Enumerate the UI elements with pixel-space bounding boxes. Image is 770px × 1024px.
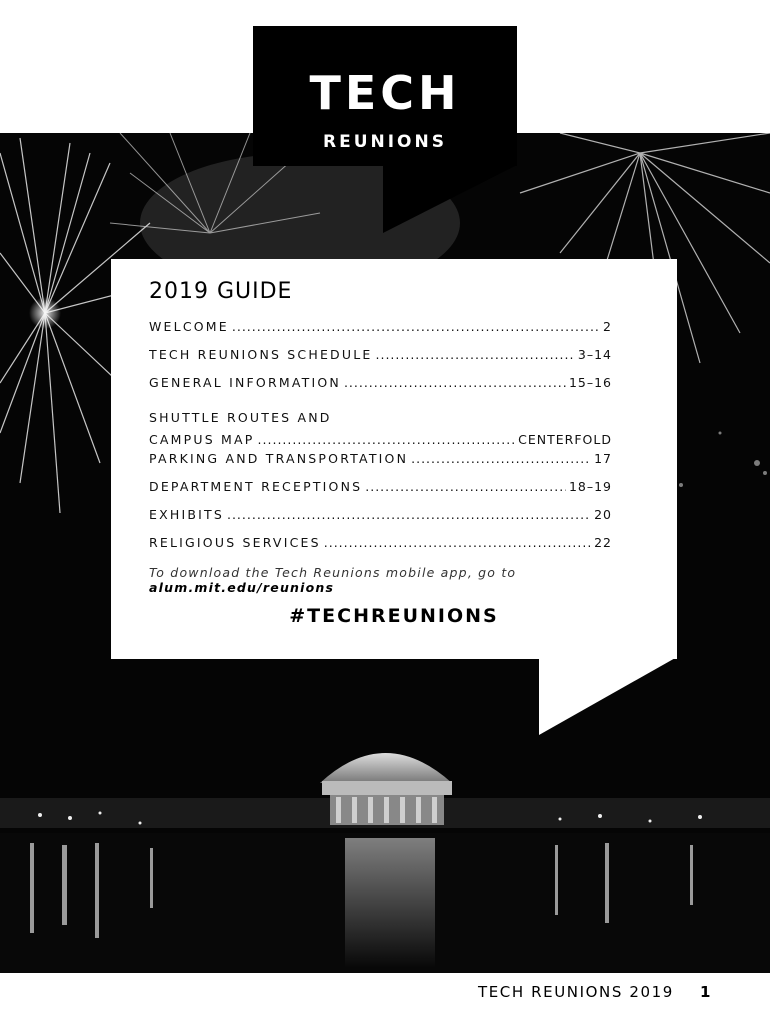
toc-item-department-receptions[interactable] <box>149 479 612 507</box>
toc-page: 2 <box>603 319 612 334</box>
toc-page: 22 <box>594 535 612 550</box>
logo-subtitle: REUNIONS <box>323 132 447 152</box>
app-download-note <box>149 565 629 595</box>
toc-item-general-information[interactable] <box>149 375 612 403</box>
toc-label: TECH REUNIONS SCHEDULE <box>149 347 373 362</box>
toc-label: WELCOME <box>149 319 229 334</box>
page-footer <box>478 983 712 1001</box>
logo-bubble-tail <box>383 165 517 233</box>
hashtag: #TECHREUNIONS <box>289 605 499 627</box>
toc-item-schedule[interactable] <box>149 347 612 375</box>
toc-page: 17 <box>594 451 612 466</box>
toc-item-shuttle-routes[interactable] <box>149 403 612 451</box>
logo-title: TECH <box>309 66 461 120</box>
toc-page: 18–19 <box>568 479 612 494</box>
guide-bubble-tail <box>539 657 677 735</box>
toc-label-line1: SHUTTLE ROUTES AND <box>149 410 332 425</box>
toc-item-parking[interactable] <box>149 451 612 479</box>
guide-card <box>111 259 677 659</box>
app-note-text: To download the Tech Reunions mobile app, go to <box>149 565 517 580</box>
toc-label: DEPARTMENT RECEPTIONS <box>149 479 363 494</box>
toc-label: RELIGIOUS SERVICES <box>149 535 321 550</box>
table-of-contents <box>149 319 612 563</box>
toc-page: CENTERFOLD <box>518 432 612 447</box>
guide-title: 2019 GUIDE <box>149 279 293 304</box>
toc-item-welcome[interactable] <box>149 319 612 347</box>
toc-item-exhibits[interactable] <box>149 507 612 535</box>
toc-label: CAMPUS MAP <box>149 432 255 447</box>
toc-page: 15–16 <box>568 375 612 390</box>
toc-label: PARKING AND TRANSPORTATION <box>149 451 409 466</box>
app-url-link[interactable]: alum.mit.edu/reunions <box>149 580 335 595</box>
page-number: 1 <box>699 983 712 1001</box>
toc-item-religious-services[interactable] <box>149 535 612 563</box>
toc-label: GENERAL INFORMATION <box>149 375 341 390</box>
toc-label: EXHIBITS <box>149 507 224 522</box>
toc-page: 3–14 <box>577 347 612 362</box>
tech-reunions-logo <box>253 26 517 166</box>
footer-title: TECH REUNIONS 2019 <box>477 983 674 1001</box>
toc-page: 20 <box>594 507 612 522</box>
